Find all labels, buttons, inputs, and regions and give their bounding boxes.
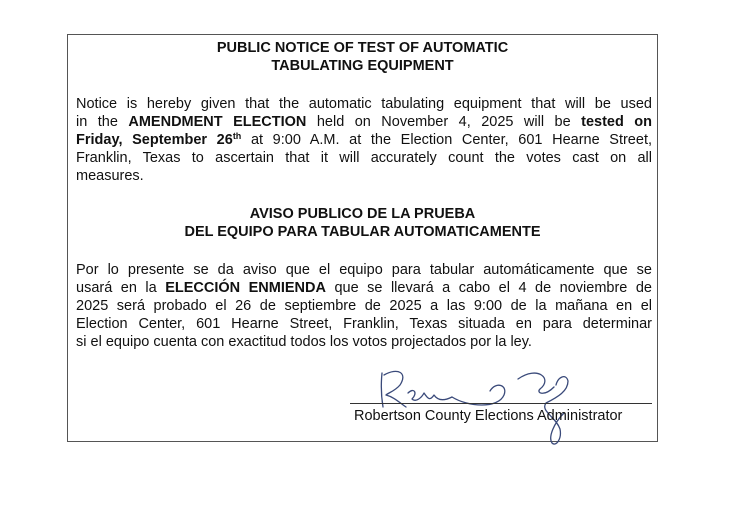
signature-line xyxy=(350,403,652,404)
spanish-notice-paragraph xyxy=(76,261,652,351)
english-title-line-2: TABULATING EQUIPMENT xyxy=(271,58,454,74)
test-date: Friday, September 26 xyxy=(76,132,233,148)
spanish-title-line-1: AVISO PUBLICO DE LA PRUEBA xyxy=(249,206,476,222)
spanish-title xyxy=(68,205,657,241)
election-name: AMENDMENT ELECTION xyxy=(128,114,307,130)
election-name-spanish: ELECCIÓN ENMIENDA xyxy=(165,280,326,296)
english-notice-paragraph xyxy=(76,95,652,185)
spanish-title-line-2: DEL EQUIPO PARA TABULAR AUTOMATICAMENTE xyxy=(184,224,541,240)
spanish-line-1: Por lo presente se da aviso que el equipo para tabular automáticamente que se xyxy=(76,262,652,278)
english-title xyxy=(68,39,657,75)
handwritten-signature xyxy=(368,357,608,447)
english-line-4: Franklin, Texas to ascertain that it will accurately count the votes cast on all xyxy=(76,150,652,166)
english-line-5: measures. xyxy=(76,168,144,184)
spanish-line-3: 2025 será probado el 26 de septiembre de 2025 a las 9:00 de la mañana en el xyxy=(76,298,652,314)
english-line-2: in the AMENDMENT ELECTION held on November 4, 2025 will be tested on xyxy=(76,114,652,130)
signature-title: Robertson County Elections Administrator xyxy=(354,408,623,424)
english-title-line-1: PUBLIC NOTICE OF TEST OF AUTOMATIC xyxy=(216,40,509,56)
spanish-line-2: usará en la ELECCIÓN ENMIENDA que se llevará a cabo el 4 de noviembre de xyxy=(76,280,652,296)
public-notice xyxy=(67,34,658,442)
english-line-1: Notice is hereby given that the automatic tabulating equipment that will be used xyxy=(76,96,652,112)
english-line-3: Friday, September 26th at 9:00 A.M. at the Election Center, 601 Hearne Street, xyxy=(76,131,652,148)
spanish-line-4: Election Center, 601 Hearne Street, Franklin, Texas situada en para determinar xyxy=(76,316,652,332)
spanish-line-5: si el equipo cuenta con exactitud todos los votos projectados por la ley. xyxy=(76,334,532,350)
